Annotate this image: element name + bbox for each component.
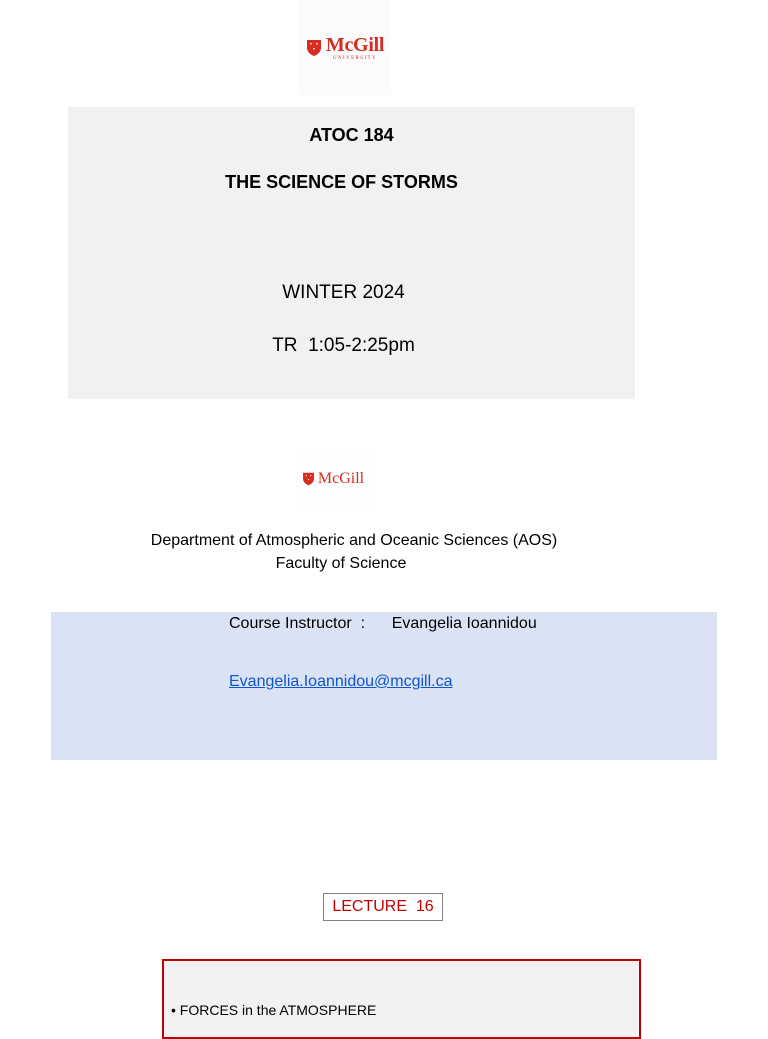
instructor-box bbox=[51, 612, 717, 760]
topic-item: • FORCES in the ATMOSPHERE bbox=[171, 1002, 377, 1018]
logo-wordmark: McGill bbox=[325, 33, 385, 56]
course-code: ATOC 184 bbox=[309, 125, 394, 145]
mcgill-logo-top bbox=[299, 0, 391, 95]
mcgill-shield-icon bbox=[306, 39, 322, 57]
department-name: Department of Atmospheric and Oceanic Sciences (AOS) bbox=[150, 532, 558, 549]
course-term: WINTER 2024 bbox=[282, 282, 405, 303]
mcgill-logo-middle bbox=[296, 448, 370, 510]
lecture-label: LECTURE 16 bbox=[323, 893, 443, 921]
mcgill-shield-icon bbox=[302, 472, 315, 486]
course-schedule: TR 1:05-2:25pm bbox=[272, 335, 415, 356]
instructor-email-link[interactable]: Evangelia.Ioannidou@mcgill.ca bbox=[229, 673, 453, 690]
topics-box bbox=[162, 959, 641, 1039]
course-title-box bbox=[68, 107, 635, 399]
logo-wordmark: McGill bbox=[317, 470, 365, 487]
logo-subtitle: UNIVERSITY bbox=[333, 55, 377, 61]
faculty-name: Faculty of Science bbox=[275, 555, 407, 572]
course-instructor: Course Instructor : Evangelia Ioannidou bbox=[229, 615, 537, 632]
course-name: THE SCIENCE OF STORMS bbox=[225, 172, 458, 192]
